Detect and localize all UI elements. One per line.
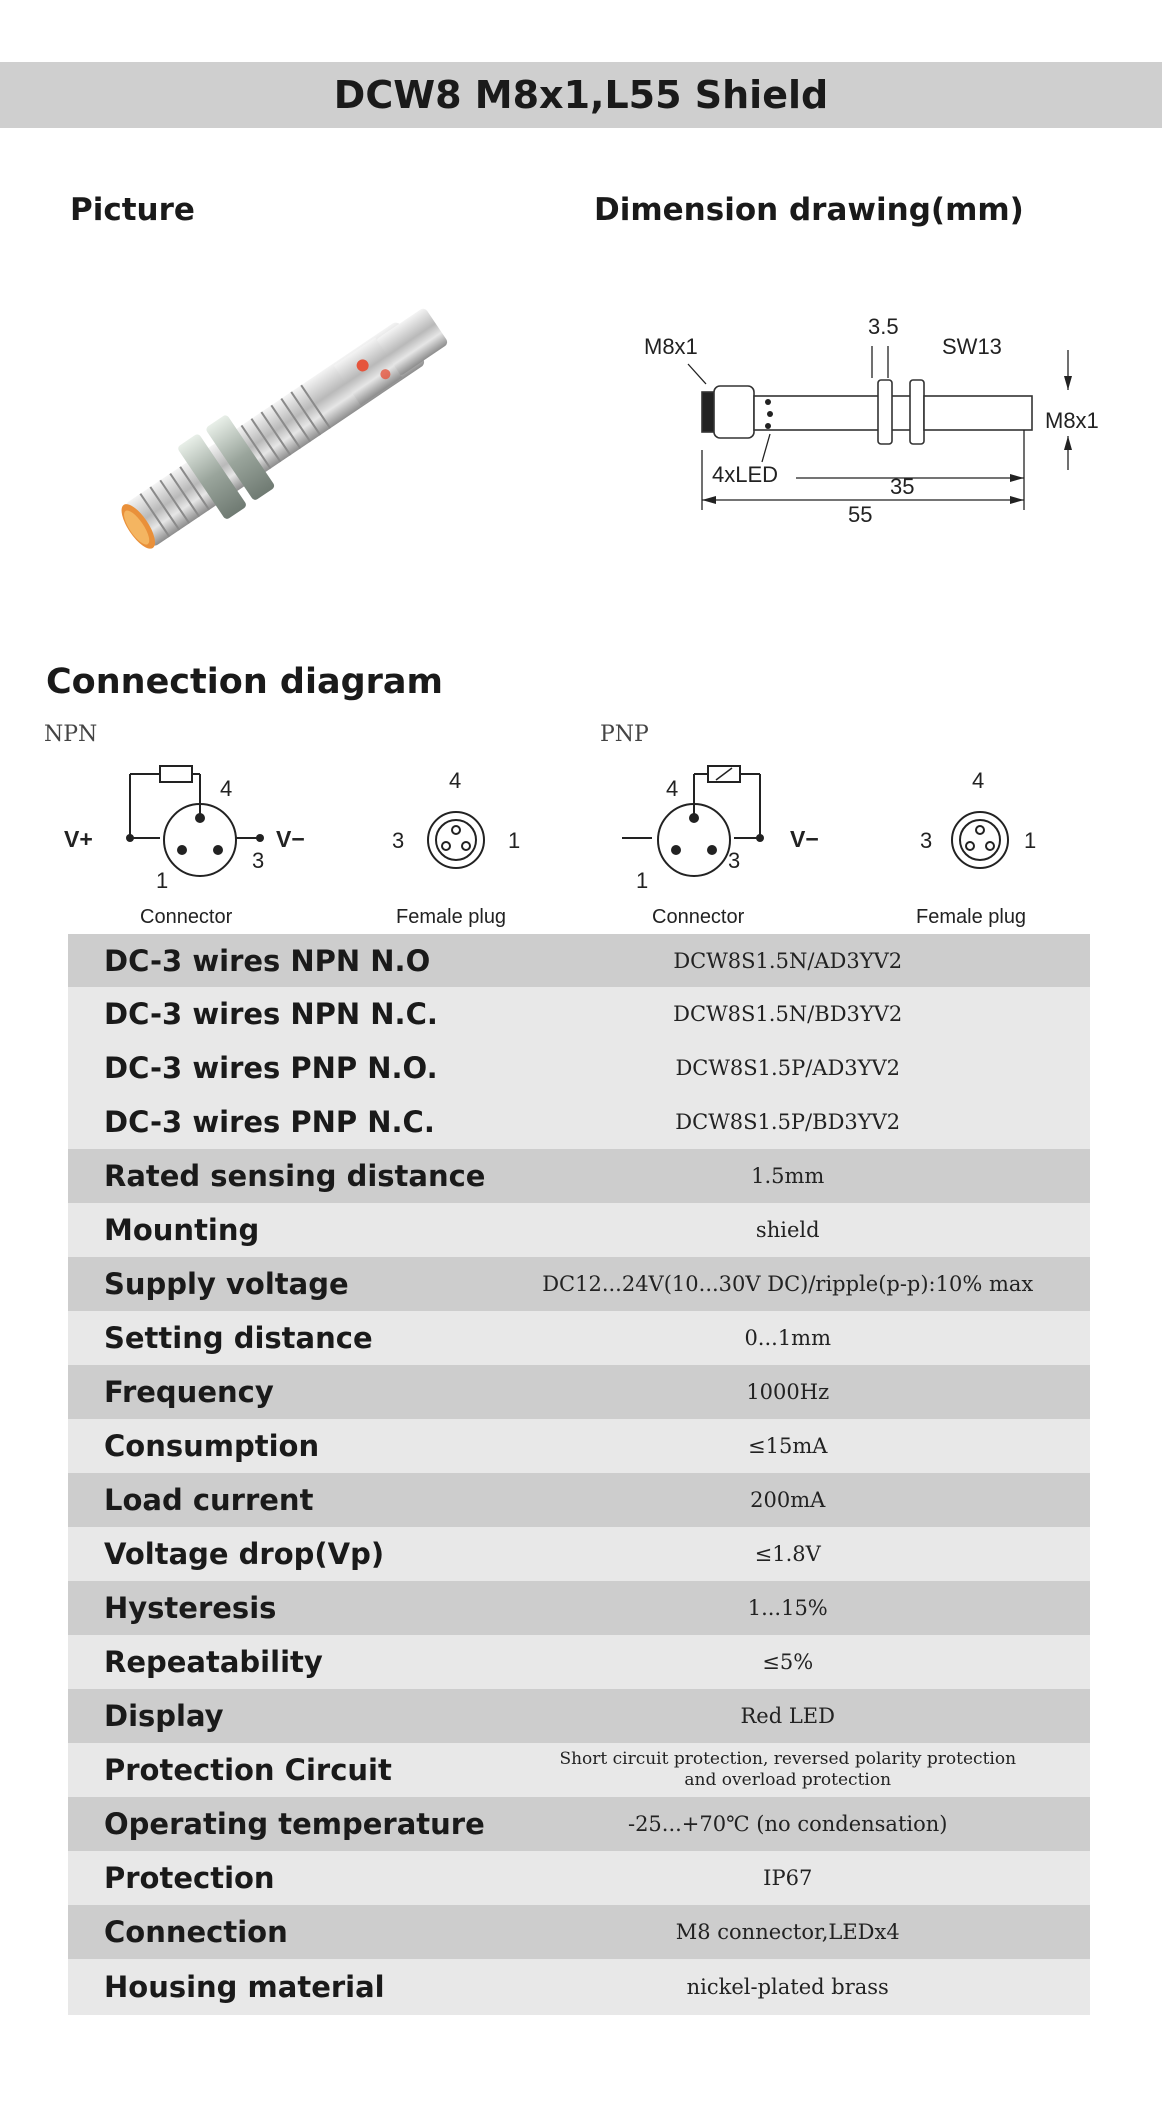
spec-value: shield — [755, 1218, 820, 1242]
table-row — [68, 1203, 1090, 1257]
connection-heading: Connection diagram — [46, 662, 443, 702]
spec-key: Protection Circuit — [104, 1753, 392, 1787]
table-row — [68, 1581, 1090, 1635]
spec-key: Protection — [104, 1861, 275, 1895]
spec-key: DC-3 wires NPN N.O — [104, 943, 431, 978]
pnp-connector-diagram — [612, 760, 852, 930]
dim-thread-length: 35 — [890, 474, 915, 499]
dim-led: 4xLED — [712, 462, 779, 487]
spec-value-line: Short circuit protection, reversed polarity protection — [559, 1749, 1017, 1769]
picture-heading: Picture — [70, 192, 195, 228]
pnp-pin4: 4 — [666, 776, 679, 801]
npn-connector-caption: Connector — [140, 906, 233, 928]
pnp-plug-pin4: 4 — [972, 768, 985, 793]
spec-value: IP67 — [763, 1866, 813, 1890]
dim-thread-top: M8x1 — [644, 334, 698, 359]
npn-connector-diagram — [60, 760, 340, 930]
pnp-plug-pin1: 1 — [1024, 828, 1037, 853]
npn-plug-pin4: 4 — [449, 768, 462, 793]
spec-value: DCW8S1.5N/BD3YV2 — [673, 1002, 903, 1026]
table-row — [68, 1365, 1090, 1419]
spec-key: Consumption — [104, 1429, 320, 1463]
spec-value: DCW8S1.5P/BD3YV2 — [675, 1110, 901, 1134]
pnp-plug-caption: Female plug — [916, 906, 1027, 928]
npn-pin4: 4 — [220, 776, 233, 801]
spec-value: 0...1mm — [744, 1326, 832, 1350]
table-row — [68, 1257, 1090, 1311]
dim-total-length: 55 — [848, 502, 873, 527]
npn-label: NPN — [44, 722, 98, 747]
pnp-pin3: 3 — [728, 848, 741, 873]
sensor-photo — [100, 262, 510, 572]
npn-plug-caption: Female plug — [396, 906, 507, 928]
spec-key: DC-3 wires NPN N.C. — [104, 997, 438, 1031]
dimension-drawing — [640, 310, 1110, 530]
spec-key: DC-3 wires PNP N.C. — [104, 1105, 435, 1139]
spec-key: Frequency — [104, 1375, 274, 1409]
table-row — [68, 1905, 1090, 1959]
spec-key: Repeatability — [104, 1645, 323, 1679]
table-row — [68, 1851, 1090, 1905]
table-row — [68, 1095, 1090, 1149]
page-title: DCW8 M8x1,L55 Shield — [333, 73, 829, 117]
spec-value: 1...15% — [747, 1596, 828, 1620]
spec-key: Load current — [104, 1483, 314, 1517]
npn-pin3: 3 — [252, 848, 265, 873]
table-row — [68, 1959, 1090, 2015]
spec-value: 200mA — [750, 1488, 826, 1512]
spec-key: Voltage drop(Vp) — [104, 1537, 385, 1571]
npn-female-plug — [380, 760, 550, 930]
dim-led-gap: 3.5 — [868, 314, 899, 339]
spec-value: M8 connector,LEDx4 — [675, 1920, 900, 1944]
pnp-vminus: V− — [790, 826, 819, 852]
table-row — [68, 1743, 1090, 1797]
spec-value: DCW8S1.5N/AD3YV2 — [673, 948, 903, 973]
npn-vminus: V− — [276, 826, 305, 852]
table-row — [68, 1797, 1090, 1851]
spec-value: Red LED — [740, 1704, 835, 1728]
spec-value: 1.5mm — [751, 1164, 825, 1188]
pnp-connector-caption: Connector — [652, 906, 745, 928]
dimension-heading: Dimension drawing(mm) — [594, 192, 1024, 228]
table-row — [68, 1149, 1090, 1203]
spec-value: nickel-plated brass — [686, 1975, 889, 1999]
npn-vplus: V+ — [64, 826, 93, 852]
pnp-female-plug — [900, 760, 1070, 930]
spec-value: ≤5% — [762, 1650, 814, 1674]
npn-pin1: 1 — [156, 868, 169, 893]
spec-key: Setting distance — [104, 1321, 373, 1355]
spec-key: Hysteresis — [104, 1591, 277, 1625]
spec-value-line: and overload protection — [684, 1770, 892, 1790]
table-row — [68, 1041, 1090, 1095]
spec-key: Display — [104, 1699, 224, 1733]
pnp-pin1: 1 — [636, 868, 649, 893]
table-row — [68, 1419, 1090, 1473]
spec-key: Rated sensing distance — [104, 1159, 486, 1193]
spec-table — [68, 934, 1090, 2015]
spec-key: Supply voltage — [104, 1267, 349, 1301]
table-row — [68, 987, 1090, 1041]
dim-thread-right: M8x1 — [1045, 408, 1099, 433]
spec-value: 1000Hz — [746, 1380, 830, 1404]
npn-plug-pin1: 1 — [508, 828, 521, 853]
pnp-label: PNP — [600, 722, 649, 747]
pnp-plug-pin3: 3 — [920, 828, 933, 853]
spec-value: ≤1.8V — [754, 1542, 821, 1566]
title-bar — [0, 62, 1162, 128]
npn-plug-pin3: 3 — [392, 828, 405, 853]
table-row — [68, 1527, 1090, 1581]
spec-key: Mounting — [104, 1213, 260, 1247]
spec-value: ≤15mA — [748, 1434, 828, 1458]
table-row — [68, 1689, 1090, 1743]
spec-value: DCW8S1.5P/AD3YV2 — [675, 1056, 901, 1080]
table-row — [68, 1311, 1090, 1365]
table-row — [68, 934, 1090, 987]
dim-wrench: SW13 — [942, 334, 1002, 359]
spec-value — [485, 1743, 1090, 1797]
spec-key: Connection — [104, 1915, 288, 1949]
spec-value: DC12...24V(10...30V DC)/ripple(p-p):10% max — [542, 1272, 1034, 1296]
table-row — [68, 1635, 1090, 1689]
spec-key: DC-3 wires PNP N.O. — [104, 1051, 438, 1085]
table-row — [68, 1473, 1090, 1527]
spec-value: -25...+70℃ (no condensation) — [627, 1812, 948, 1836]
spec-key: Housing material — [104, 1970, 385, 2004]
spec-key: Operating temperature — [104, 1807, 485, 1841]
